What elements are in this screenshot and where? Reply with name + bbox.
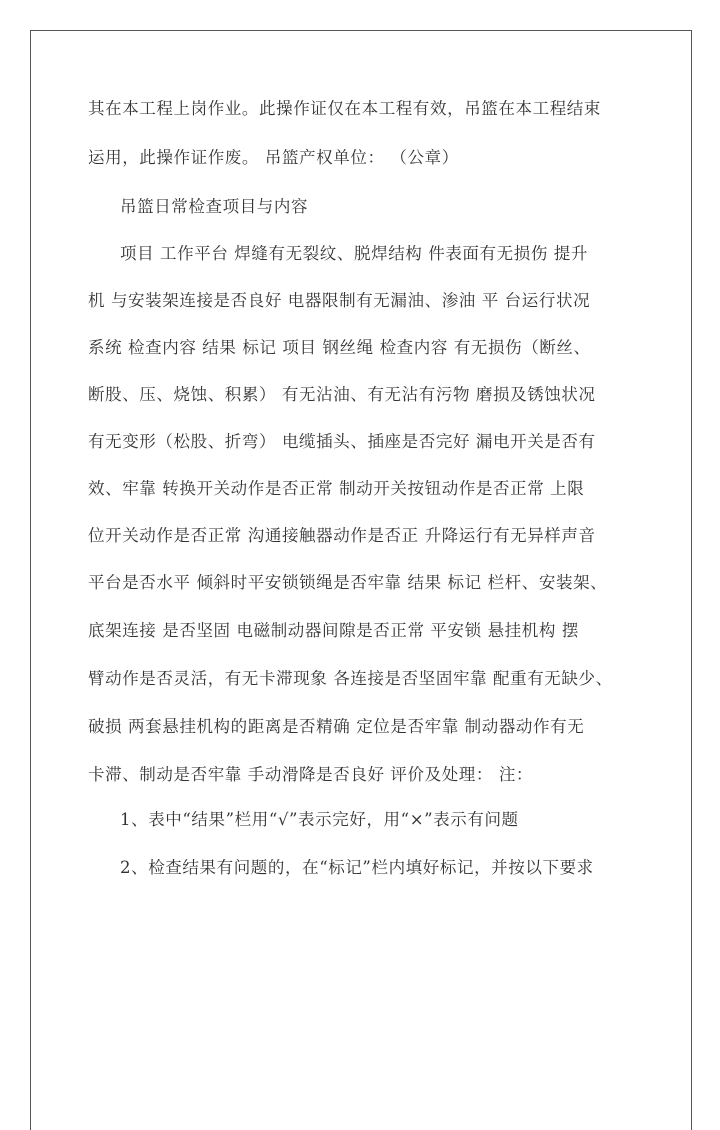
body-line: 位开关动作是否正常 沟通接触器动作是否正 升降运行有无异样声音 (88, 526, 596, 545)
body-line: 项目 工作平台 焊缝有无裂纹、脱焊结构 件表面有无损伤 提升 (120, 244, 588, 263)
body-line: 运用，此操作证作废。 吊篮产权单位： （公章） (88, 148, 459, 167)
body-line: 其在本工程上岗作业。此操作证仅在本工程有效，吊篮在本工程结束 (88, 99, 601, 118)
section-heading: 吊篮日常检查项目与内容 (120, 197, 309, 216)
note-item: 2、检查结果有问题的，在“标记”栏内填好标记，并按以下要求 (120, 858, 594, 877)
note-item: 1、表中“结果”栏用“√”表示完好，用“×”表示有问题 (120, 810, 519, 829)
body-line: 底架连接 是否坚固 电磁制动器间隙是否正常 平安锁 悬挂机构 摆 (88, 621, 579, 640)
body-line: 断股、压、烧蚀、积累） 有无沾油、有无沾有污物 磨损及锈蚀状况 (88, 385, 596, 404)
body-line: 机 与安装架连接是否良好 电器限制有无漏油、渗油 平 台运行状况 (88, 291, 591, 310)
body-line: 平台是否水平 倾斜时平安锁锁绳是否牢靠 结果 标记 栏杆、安装架、 (88, 573, 608, 592)
body-line: 系统 检查内容 结果 标记 项目 钢丝绳 检查内容 有无损伤（断丝、 (88, 338, 591, 357)
body-line: 卡滞、制动是否牢靠 手动滑降是否良好 评价及处理： 注： (88, 765, 534, 784)
body-line: 臂动作是否灵活，有无卡滞现象 各连接是否坚固牢靠 配重有无缺少、 (88, 669, 613, 688)
body-line: 有无变形（松股、折弯） 电缆插头、插座是否完好 漏电开关是否有 (88, 432, 596, 451)
body-line: 破损 两套悬挂机构的距离是否精确 定位是否牢靠 制动器动作有无 (88, 717, 585, 736)
body-line: 效、牢靠 转换开关动作是否正常 制动开关按钮动作是否正常 上限 (88, 479, 585, 498)
